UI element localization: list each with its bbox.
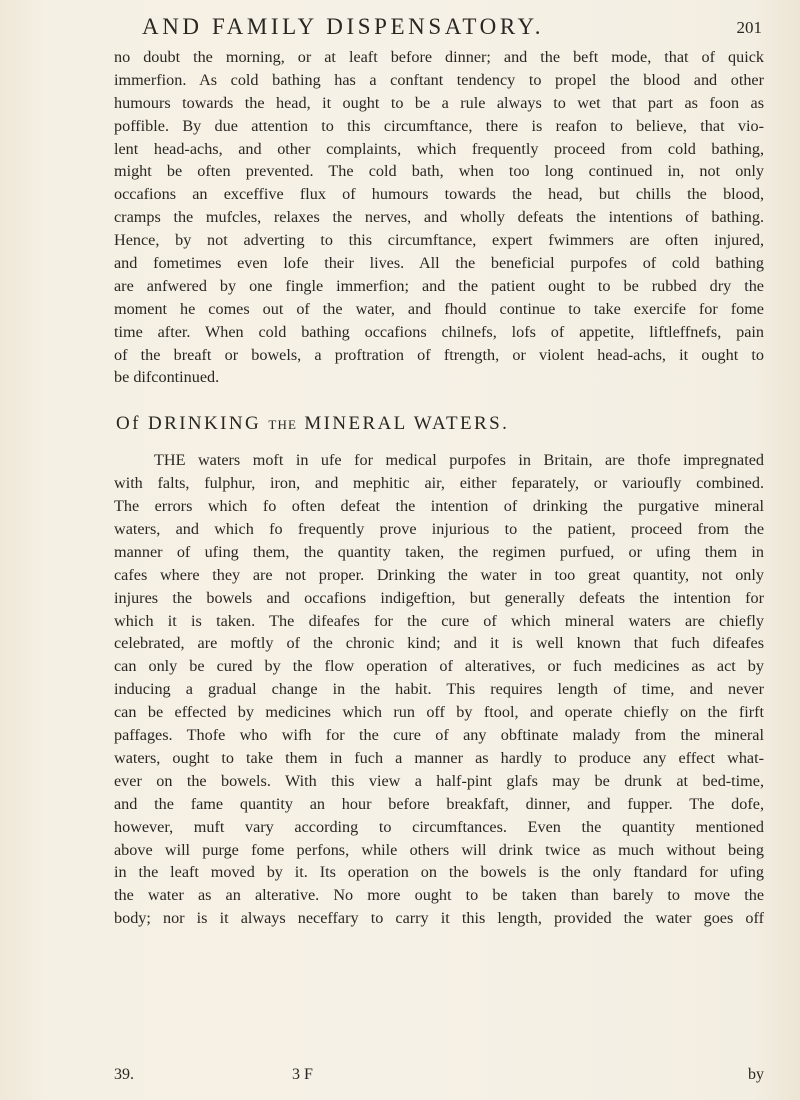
spacer bbox=[114, 389, 764, 407]
text-line: with falts, fulphur, iron, and mephitic air, either feparately, or varioufly combined. bbox=[114, 474, 764, 493]
catchword: by bbox=[748, 1066, 764, 1083]
printer-signature-number: 39. bbox=[114, 1066, 134, 1083]
text-line: however, muft vary according to circumftances. Even the quantity mentioned bbox=[114, 817, 764, 836]
text-line: lent head-achs, and other complaints, which frequently proceed from cold bathing, bbox=[114, 139, 764, 158]
text-line: occafions an exceffive flux of humours towards the head, but chills the blood, bbox=[114, 185, 764, 204]
text-line: and the fame quantity an hour before breakfaft, dinner, and fupper. The dofe, bbox=[114, 794, 764, 813]
text-line: which it is taken. The difeafes for the cure of which mineral waters are chiefly bbox=[114, 611, 764, 630]
printer-signature-mark: 3 F bbox=[292, 1066, 313, 1083]
text-line: The errors which fo often defeat the intention of drinking the purgative mineral bbox=[114, 497, 764, 516]
spacer bbox=[114, 441, 764, 449]
text-line: manner of ufing them, the quantity taken, the regimen purfued, or ufing them in bbox=[114, 542, 764, 561]
text-line: celebrated, are moftly of the chronic kind; and it is well known that fuch difeafes bbox=[114, 634, 764, 653]
text-line: might be often prevented. The cold bath, when too long continued in, not only bbox=[114, 162, 764, 181]
text-line: injures the bowels and occafions indigeftion, but generally defeats the intention for bbox=[114, 588, 764, 607]
heading-word-drinking: DRINKING bbox=[148, 413, 262, 435]
text-line: the water as an alterative. No more ought to be taken than barely to move the bbox=[114, 886, 764, 905]
text-line: of the breaft or bowels, a proftration of ftrength, or violent head-achs, it ought to bbox=[114, 345, 764, 364]
text-line: waters, ought to take them in fuch a manner as hardly to produce any effect what- bbox=[114, 748, 764, 767]
text-line: ever on the bowels. With this view a half-pint glafs may be drunk at bed-time, bbox=[114, 771, 764, 790]
text-line: moment he comes out of the water, and fhould continue to take exercife for fome bbox=[114, 299, 764, 318]
text-line: THE waters moft in ufe for medical purpofes in Britain, are thofe impregnated bbox=[154, 451, 764, 470]
text-line: poffible. By due attention to this circumftance, there is reafon to believe, that vio- bbox=[114, 116, 764, 135]
section-heading bbox=[114, 407, 764, 441]
heading-word-of: Of bbox=[116, 413, 141, 435]
text-line: time after. When cold bathing occafions chilnefs, lofs of appetite, liftleffnefs, pain bbox=[114, 322, 764, 341]
text-line: can only be cured by the flow operation of alteratives, or fuch medicines as act by bbox=[114, 657, 764, 676]
running-title: AND FAMILY DISPENSATORY. bbox=[142, 14, 545, 39]
text-line: can be effected by medicines which run off by ftool, and operate chiefly on the firft bbox=[114, 703, 764, 722]
text-line: no doubt the morning, or at leaft before dinner; and the beft mode, that of quick bbox=[114, 48, 764, 66]
text-line: immerfion. As cold bathing has a conftant tendency to propel the blood and other bbox=[114, 70, 764, 89]
running-head bbox=[142, 14, 762, 46]
text-line: body; nor is it always neceffary to carry it this length, provided the water goes off bbox=[114, 909, 764, 928]
text-line: cramps the mufcles, relaxes the nerves, and wholly defeats the intentions of bathing. bbox=[114, 208, 764, 227]
text-line: be difcontinued. bbox=[114, 368, 220, 387]
text-line: inducing a gradual change in the habit. This requires length of time, and never bbox=[114, 680, 764, 699]
text-line: paffages. Thofe who wifh for the cure of any obftinate malady from the mineral bbox=[114, 726, 764, 745]
heading-word-mineral-waters: MINERAL WATERS. bbox=[304, 413, 510, 435]
page-number: 201 bbox=[736, 18, 762, 37]
text-line: humours towards the head, it ought to be a rule always to wet that part as foon as bbox=[114, 93, 764, 112]
body-text bbox=[114, 46, 764, 930]
text-line: in the leaft moved by it. Its operation on the bowels is the only ftandard for ufing bbox=[114, 863, 764, 882]
page-footer bbox=[114, 1066, 764, 1090]
heading-word-the: THE bbox=[268, 417, 298, 433]
text-line: above will purge fome perfons, while others will drink twice as much without being bbox=[114, 840, 764, 859]
text-line: waters, and which fo frequently prove injurious to the patient, proceed from the bbox=[114, 520, 764, 539]
paragraph-cold-bathing bbox=[114, 46, 764, 389]
paragraph-mineral-waters bbox=[114, 449, 764, 930]
text-line: cafes where they are not proper. Drinking the water in too great quantity, not only bbox=[114, 565, 764, 584]
text-line: are anfwered by one fingle immerfion; and the patient ought to be rubbed dry the bbox=[114, 276, 764, 295]
text-line: and fometimes even lofe their lives. All the beneficial purpofes of cold bathing bbox=[114, 254, 764, 273]
text-line: Hence, by not adverting to this circumftance, expert fwimmers are often injured, bbox=[114, 231, 764, 250]
